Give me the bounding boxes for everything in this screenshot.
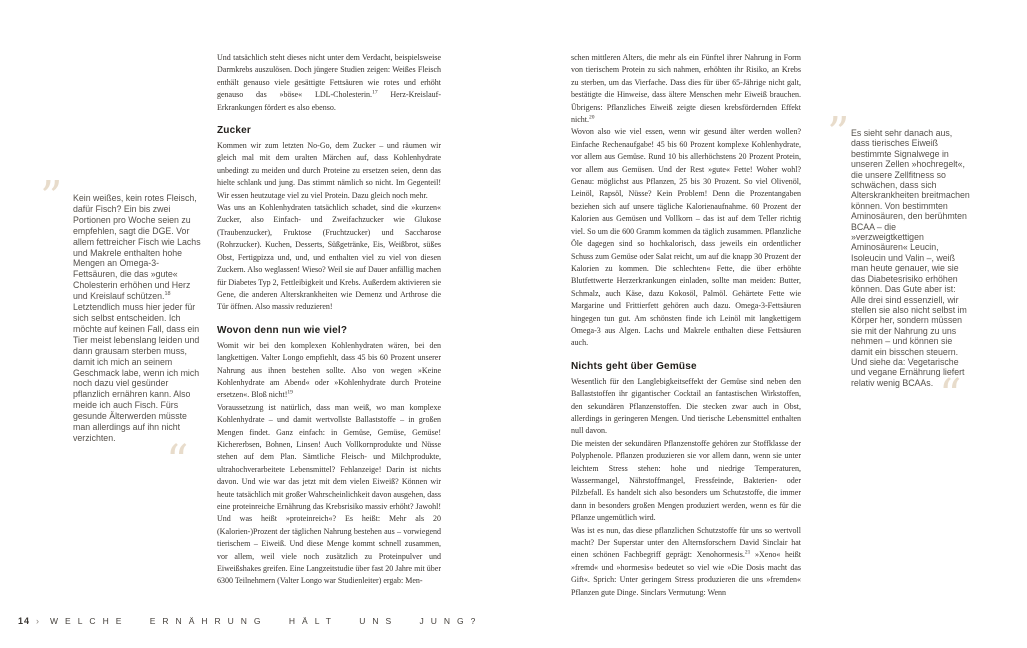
footnote-ref-19: 19: [287, 389, 293, 396]
body-paragraph: Kommen wir zum letzten No-Go, dem Zucker – und räumen wir gleich mal mit dem uralten Märchen auf, dass Kohlenhydrate unbedingt zu meiden und durch Proteine zu ersetzen seien, denn das hielte schlank und jung. Das stimmt nämlich so nicht. Im Gegenteil! Wir essen heutzutage viel zu viel Protein. Dazu gleich noch mehr.: [217, 141, 441, 200]
body-paragraph: Wovon also wie viel essen, wenn wir gesund älter werden wollen? Einfache Rechenaufgabe! 45 bis 60 Prozent komplexe Kohlenhydrate, vor allem aus Gemüse. Rund 10 bis allerhöchstens 20 Prozent Protein, vor allem aus Gemüsen. Und der Rest »gute« Fette! Woher wohl? Genau: möglichst aus Pflanzen, 25 bis 30 Prozent. So viel Olivenöl, Leinöl, Rapsöl, Nüsse? Kein Problem! Denn die Prozentangaben beziehen sich auf unsere tägliche Kalorienaufnahme. 60 Prozent der Kalorien aus Gemüsen und Vollkorn – das ist auf dem Teller richtig viel. So um die 600 Gramm kommen da täglich zusammen. Pflanzliche Öle dagegen sind so hochkalorisch, dass jeweils ein ordentlicher Schuss zum Gemüse oder Salat reicht, um auf die knapp 30 Prozent der Kalorien zu kommen. Die schlechten« Fette, die über erhöhte Blutfettwerte Herzerkrankungen einladen, sollte man meiden: Butter, Schmalz, auch Käse, dazu Kokosöl, Palmöl. Gehärtete Fette wie Margarine und Frittierfett gehören auch dazu. Omega-3-Fettsäuren hingegen tun gut. Am schönsten finde ich Leinöl mit langkettigem Omega-3 aus Algen. Lachs und Makrele enthalten diese Fettsäuren auch.: [571, 127, 801, 348]
section-heading-nichts-ueber-gemuese: Nichts geht über Gemüse: [571, 360, 697, 372]
body-paragraph: [571, 525, 801, 599]
body-paragraph: Voraussetzung ist natürlich, dass man weiß, wo man komplexe Kohlenhydrate – und damit wertvollste Ballaststoffe – in großen Mengen findet. Ganz einfach: in Gemüse, Gemüse, Gemüse! Kichererbsen, Bohnen, Linsen! Auch Vollkornprodukte und Nüsse stehen auf dem Plan. Sämtliche Fleisch- und Milchprodukte, ultrahochverarbeitete Lebensmittel? Fehlanzeige! Darin ist nichts davon. Und wie war das jetzt mit dem vielen Eiweiß? Können wir heute tatsächlich mit großer Wahrscheinlichkeit davon ausgehen, dass eine proteinreiche Ernährung das Krebsrisiko massiv erhöht? Jawohl! Und was heißt »proteinreich«? Es heißt: Mehr als 20 (Kalorien-)Prozent der täglichen Nahrung bestehen aus – vorwiegend tierischem – Eiweiß. Und diese Menge kommt schnell zusammen, vor allem, weil viele noch zusätzlich zu Proteinpulver und Eiweißshakes greifen. Eine Langzeitstudie über fast 20 Jahre mit über 6300 Teilnehmern (Valter Longo war Studienleiter) ergab: Men-: [217, 402, 441, 586]
left-margin-note: [73, 193, 202, 444]
open-quote-icon: ”: [40, 172, 63, 223]
footnote-ref-18: 18: [164, 291, 171, 298]
body-paragraph: [217, 52, 441, 114]
page-number: 14: [18, 616, 31, 626]
section-heading-wovon-wie-viel: Wovon denn nun wie viel?: [217, 324, 348, 336]
footnote-ref-17: 17: [372, 89, 378, 96]
body-text: »Xeno« heißt »fremd« und »hormesis« bedeutet so viel wie »Die Dosis macht das Gift«. Sprich: Unter geringem Stress produzieren die uns »fremden« Pflanzen gute Dinge. Sinclars Vermutung: Wenn: [571, 550, 801, 597]
running-title: WELCHE ERNÄHRUNG HÄLT UNS JUNG?: [50, 616, 483, 626]
left-note-text: Kein weißes, kein rotes Fleisch, dafür Fisch? Ein bis zwei Portionen pro Woche seien zu empfehlen, sagt die DGE. Vor allem fettreicher Fisch wie Lachs und Makrele enthalten hohe Mengen an Omega-3-Fettsäuren, die das »gute« Cholesterin erhöhen und Herz und Kreislauf schützen.: [73, 193, 201, 302]
right-note-paragraph: Es sieht sehr danach aus, dass tierisches Eiweiß bestimmte Signalwege in unseren Zellen »hochregelt«, die unsere Zellfitness so schwächen, dass sich Alterskrankheiten breitmachen können. Von bestimmten Aminosäuren, den berühmten BCAA – die »verzweigtkettigen Aminosäuren« Leucin, Isoleucin und Valin –, weiß man heute genauer, wie sie das Diabetesrisiko erhöhen können. Das Gute aber ist: Alle drei sind essenziell, wir stellen sie also nicht selbst im Körper her, sondern müssen sie mit der Nahrung zu uns nehmen – und können sie damit ein bisschen steuern. Und siehe da: Vegetarische und vegane Ernährung liefert relativ wenig BCAAs.: [851, 128, 970, 388]
left-note-text: Letztendlich muss hier jeder für sich selbst entscheiden. Ich möchte auf keinen Fall, dass ein Tier meist lebenslang leiden und dann grausam sterben muss, damit ich mich an seinem Geschmack labe, wenn ich mich noch dazu viel gesünder pflanzlich ernähren kann. Also meide ich auch Fisch. Fürs gesunde Älterwerden müsste man allerdings auf ihn nicht verzichten.: [73, 302, 200, 443]
left-note-paragraph: [73, 193, 202, 444]
body-paragraph: [571, 52, 801, 126]
page-footer: [18, 616, 482, 626]
body-text: Was ist es nun, das diese pflanzlichen Schutzstoffe für uns so wertvoll macht? Der Superstar unter den Alternsforschern David Sinclair hat einen schönen Fachbegriff geprägt: Xenohormesis.: [571, 525, 801, 560]
right-margin-note: [851, 128, 970, 388]
right-page-column: [571, 52, 801, 599]
body-paragraph: Die meisten der sekundären Pflanzenstoffe gehören zur Stoffklasse der Polyphenole. Pflanzen produzieren sie vor allem dann, wenn sie unter leichtem Stress stehen: hohe und niedrige Temperaturen, Wassermangel, Nährstoffmangel, Fressfeinde, Bakterien- oder Pilzbefall. Es handelt sich also besonders um Schutzstoffe, die immer dann in besonders großen Mengen produziert werden, wenn es für die Pflanze ungemütlich wird.: [571, 438, 801, 523]
close-quote-icon: “: [939, 370, 962, 421]
body-text: schen mittleren Alters, die mehr als ein Fünftel ihrer Nahrung in Form von tierischem Protein zu sich nahmen, erhöhten ihr Risiko, an Krebs zu sterben, um das Vierfache. Dass dies für über 65-Jährige nicht galt, bestätigte die Hinweise, dass ältere Menschen mehr Eiweiß brauchen. Übrigens: Pflanzliches Eiweiß zeigte diesen krebsfördernden Effekt nicht.: [571, 53, 801, 125]
open-quote-icon: ”: [827, 108, 850, 159]
footnote-ref-20: 20: [589, 114, 595, 121]
footer-separator-icon: ›: [36, 616, 40, 626]
footnote-ref-21: 21: [744, 549, 751, 556]
close-quote-icon: “: [166, 436, 189, 487]
body-text: Und tatsächlich steht dieses nicht unter dem Verdacht, beispielsweise Darmkrebs auszulösen. Doch jüngere Studien zeigen: Weißes Fleisch enthält genauso viele gesättigte Fettsäuren wie rotes und erhöht genauso das »böse« LDL-Cholesterin.: [217, 53, 441, 100]
body-paragraph: Was uns an Kohlenhydraten tatsächlich schadet, sind die »kurzen« Zucker, also Einfach- und Zweifachzucker wie Glukose (Traubenzucker), Fruktose (Fruchtzucker) und Saccharose (Rohrzucker). Kuchen, Desserts, Süßgetränke, Eis, Weißbrot, süßes Obst, Fertigpizza und, und, und enthalten viel zu viel von diesen Zuckern. Also weglassen! Wieso? Weil sie auf Dauer anfällig machen für Diabetes Typ 2, Fettleibigkeit und Krebs. Außerdem aktivieren sie Gene, die anderen Alterskrankheiten wie Demenz und Arthrose die Tür öffnen. Also massiv reduzieren!: [217, 203, 441, 312]
section-heading-zucker: Zucker: [217, 125, 251, 137]
body-paragraph: [217, 340, 441, 402]
body-paragraph: Wesentlich für den Langlebigkeitseffekt der Gemüse sind neben den Ballaststoffen ihr gigantischer Cocktail an fantastischen Wirkstoffen, den sekundären Pflanzenstoffen. Die stecken zwar auch in Obst, allerdings in geringeren Mengen. Und tierische Lebensmittel enthalten null davon.: [571, 376, 801, 436]
left-page-column: [217, 52, 441, 588]
body-text: Womit wir bei den komplexen Kohlenhydraten wären, bei den langkettigen. Valter Longo empfiehlt, dass 45 bis 60 Prozent unserer Nahrung aus ihnen bestehen sollte. Also von wegen »Keine Kohlenhydrate am Abend« oder »Kohlenhydrate durch Proteine ersetzen«. Bloß nicht!: [217, 340, 441, 400]
body-text: Herz-Kreislauf-Erkrankungen fördert es also ebenso.: [217, 90, 442, 112]
